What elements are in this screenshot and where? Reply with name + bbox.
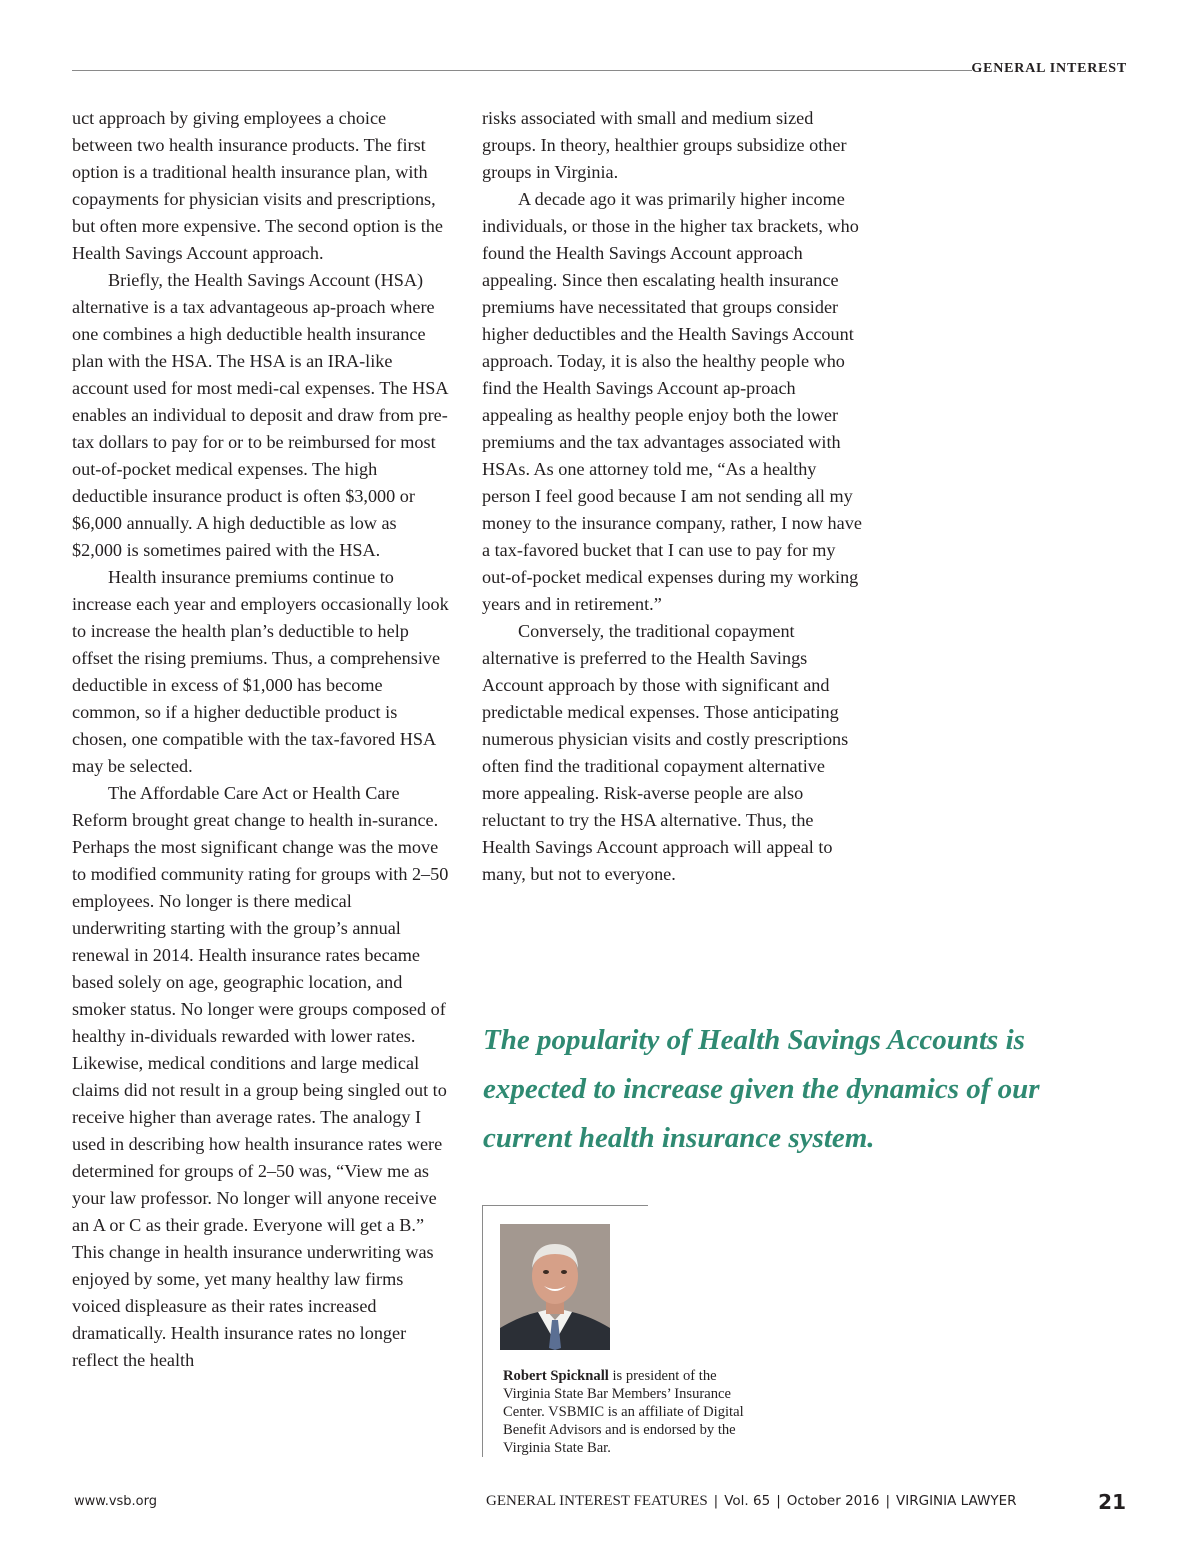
paragraph: A decade ago it was primarily higher income individuals, or those in the higher tax brackets, who found the Health Savings Account approach appealing. Since then escalating health insurance premiums have necessitated that groups consider higher deductibles and the Health Savings Account approach. Today, it is also the healthy people who find the Health Savings Account ap-proach appealing as healthy people enjoy both the lower premiums and the tax advantages associated with HSAs. As one attorney told me, “As a healthy person I feel good because I am not sending all my money to the insurance company, rather, I now have a tax-favored bucket that I can use to pay for my out-of-pocket medical expenses during my working years and in retirement.” [482, 189, 862, 614]
page-number: 21 [1098, 1490, 1126, 1514]
footer-credit-line [486, 1493, 1017, 1510]
author-bio-rule [482, 1205, 648, 1206]
author-name: Robert Spicknall [503, 1368, 609, 1384]
author-bio-text [503, 1367, 763, 1457]
footer-separator: | [776, 1493, 781, 1509]
paragraph: Health insurance premiums continue to increase each year and employers occasionally look to increase the health plan’s deductible to help offset the rising premiums. Thus, a comprehensive deductible in excess of $1,000 has become common, so if a higher deductible product is chosen, one compatible with the tax-favored HSA may be selected. [72, 567, 449, 776]
footer-volume: Vol. 65 [724, 1493, 771, 1509]
footer-features: GENERAL INTEREST FEATURES [486, 1493, 708, 1509]
footer-website[interactable]: www.vsb.org [74, 1494, 158, 1509]
author-description: is president of the Virginia State Bar Members’ Insurance Center. VSBMIC is an affiliate of Digital Benefit Advisors and is endorsed by the Virginia State Bar. [503, 1368, 744, 1456]
paragraph: uct approach by giving employees a choice between two health insurance products. The first option is a traditional health insurance plan, with copayments for physician visits and prescriptions, but often more expensive. The second option is the Health Savings Account approach. [72, 108, 443, 263]
header-rule [72, 70, 972, 71]
author-portrait-illustration [500, 1224, 610, 1350]
author-photo [500, 1224, 610, 1350]
pull-quote: The popularity of Health Savings Accounts is expected to increase given the dynamics of our current health insurance system. [483, 1024, 1040, 1154]
paragraph: Conversely, the traditional copayment alternative is preferred to the Health Savings Account approach by those with significant and predictable medical expenses. Those anticipating numerous physician visits and costly prescriptions often find the traditional copayment alternative more appealing. Risk-averse people are also reluctant to try the HSA alternative. Thus, the Health Savings Account approach will appeal to many, but not to everyone. [482, 621, 849, 884]
section-label: GENERAL INTEREST [971, 61, 1127, 76]
footer-magazine: VIRGINIA LAWYER [896, 1493, 1017, 1509]
footer-date: October 2016 [786, 1493, 880, 1509]
footer-separator: | [713, 1493, 719, 1509]
paragraph: Briefly, the Health Savings Account (HSA) alternative is a tax advantageous ap-proach where one combines a high deductible health insurance plan with the HSA. The HSA is an IRA-like account used for most medi-cal expenses. The HSA enables an individual to deposit and draw from pre-tax dollars to pay for or to be reimbursed for most out-of-pocket medical expenses. The high deductible insurance product is often $3,000 or $6,000 annually. A high deductible as low as $2,000 is sometimes paired with the HSA. [72, 270, 448, 560]
right-column [482, 105, 862, 888]
paragraph: risks associated with small and medium sized groups. In theory, healthier groups subsidize other groups in Virginia. [482, 108, 847, 182]
footer-separator: | [885, 1493, 891, 1509]
left-column [72, 105, 450, 1374]
paragraph: The Affordable Care Act or Health Care Reform brought great change to health in-surance. Perhaps the most significant change was the move to modified community rating for groups with 2–50 employees. No longer is there medical underwriting starting with the group’s annual renewal in 2014. Health insurance rates became based solely on age, geographic location, and smoker status. No longer were groups composed of healthy in-dividuals rewarded with lower rates. Likewise, medical conditions and large medical claims did not result in a group being singled out to receive higher than average rates. The analogy I used in describing how health insurance rates were determined for groups of 2–50 was, “View me as your law professor. No longer will anyone receive an A or C as their grade. Everyone will get a B.” This change in health insurance underwriting was enjoyed by some, yet many healthy law firms voiced displeasure as their rates increased dramatically. Health insurance rates no longer reflect the health [72, 783, 449, 1370]
